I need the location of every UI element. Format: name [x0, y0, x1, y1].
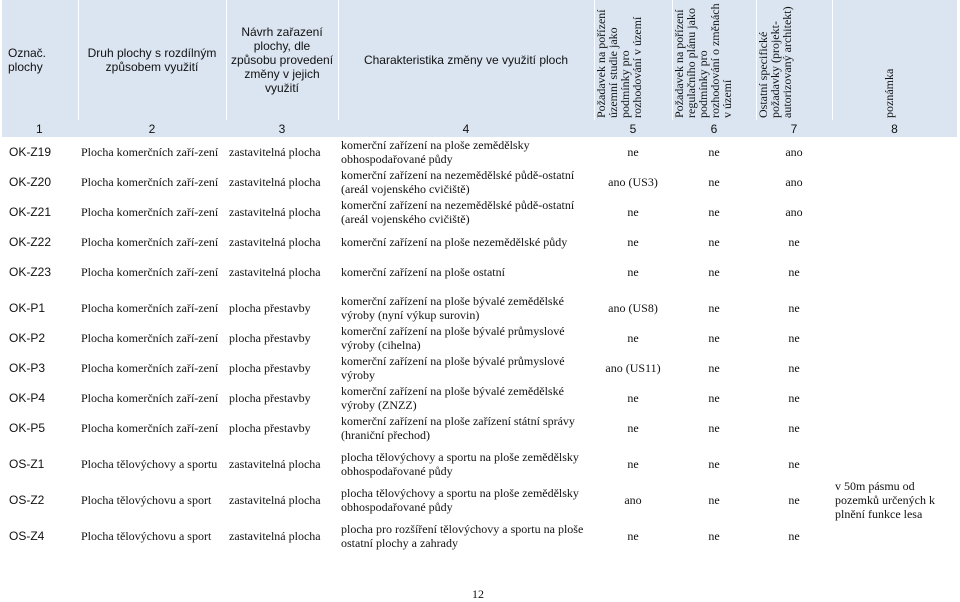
plot-kind: Plocha komerčních zaří-zení: [81, 205, 219, 219]
regulation-plan-value: ne: [708, 331, 720, 345]
plot-kind: Plocha komerčních zaří-zení: [81, 361, 219, 375]
other-requirement-value: ne: [788, 265, 800, 279]
plot-kind: Plocha komerčních zaří-zení: [81, 235, 219, 249]
row-note: [832, 353, 957, 383]
change-description: komerční zařízení na ploše ostatní: [341, 265, 505, 279]
change-description: plocha tělovýchovy a sportu na ploše zemědělsky obhospodařované půdy: [341, 486, 579, 514]
study-requirement-value: ne: [627, 391, 639, 405]
study-requirement-value: ne: [627, 331, 639, 345]
study-requirement-value: ano (US11): [605, 361, 661, 375]
row-note: [832, 383, 957, 413]
table-row: [2, 413, 957, 443]
header-proposal: Návrh zařazení plochy, dle způsobu provedení změny v jejich využití: [226, 0, 338, 120]
row-note: [832, 413, 957, 443]
plot-code: OS-Z4: [9, 529, 45, 543]
plot-code: OK-P1: [9, 301, 46, 315]
column-number: 4: [338, 120, 594, 137]
regulation-plan-value: ne: [708, 205, 720, 219]
column-number: 7: [756, 120, 832, 137]
other-requirement-value: ano: [785, 145, 803, 159]
table-row: [2, 479, 957, 521]
zoning-table: [2, 0, 958, 551]
header-regulation-plan: [672, 0, 756, 120]
regulation-plan-value: ne: [708, 235, 720, 249]
change-description: komerční zařízení na ploše zemědělsky obhospodařované půdy: [341, 138, 530, 166]
plot-kind: Plocha tělovýchovy a sportu: [81, 457, 218, 471]
row-note: [832, 137, 957, 167]
plot-code: OK-Z22: [9, 235, 52, 249]
regulation-plan-value: ne: [708, 529, 720, 543]
table-row: [2, 449, 957, 479]
header-note-text: poznámka: [881, 68, 896, 118]
change-description: komerční zařízení na nezemědělské půdě-ostatní (areál vojenského cvičiště): [341, 168, 575, 196]
study-requirement-value: ne: [627, 205, 639, 219]
regulation-plan-value: ne: [708, 493, 720, 507]
row-note: [832, 521, 957, 551]
table-row: [2, 197, 957, 227]
plot-proposal: plocha přestavby: [229, 301, 311, 315]
row-note: [832, 449, 957, 479]
plot-proposal: zastavitelná plocha: [229, 205, 321, 219]
plot-code: OK-Z20: [9, 175, 52, 189]
column-number: 2: [78, 120, 226, 137]
row-note: v 50m pásmu od pozemků určených k plnění funkce lesa: [835, 479, 935, 521]
plot-kind: Plocha tělovýchovu a sport: [81, 529, 212, 543]
plot-kind: Plocha tělovýchovu a sport: [81, 493, 212, 507]
row-note: [832, 323, 957, 353]
plot-code: OS-Z1: [9, 457, 45, 471]
regulation-plan-value: ne: [708, 391, 720, 405]
plot-proposal: plocha přestavby: [229, 331, 311, 345]
header-note: [832, 0, 957, 120]
study-requirement-value: ano (US8): [608, 301, 658, 315]
regulation-plan-value: ne: [708, 145, 720, 159]
change-description: plocha tělovýchovy a sportu na ploše zemědělsky obhospodařované půdy: [341, 450, 579, 478]
plot-proposal: plocha přestavby: [229, 361, 311, 375]
study-requirement-value: ano: [624, 493, 642, 507]
other-requirement-value: ne: [788, 457, 800, 471]
other-requirement-value: ne: [788, 301, 800, 315]
table-row: [2, 137, 957, 167]
table-row: [2, 227, 957, 257]
plot-proposal: zastavitelná plocha: [229, 235, 321, 249]
other-requirement-value: ne: [788, 235, 800, 249]
header-row: [2, 0, 957, 120]
study-requirement-value: ano (US3): [608, 175, 658, 189]
header-study-requirement-text: Požadavek na pořízení územní studie jako podmínky pro rozhodování v území: [593, 9, 644, 118]
table-row: [2, 353, 957, 383]
plot-proposal: zastavitelná plocha: [229, 529, 321, 543]
change-description: komerční zařízení na ploše zařízení státní správy (hraniční přechod): [341, 414, 575, 442]
study-requirement-value: ne: [627, 421, 639, 435]
row-note: [832, 197, 957, 227]
plot-proposal: zastavitelná plocha: [229, 145, 321, 159]
plot-code: OS-Z2: [9, 493, 45, 507]
plot-proposal: zastavitelná plocha: [229, 457, 321, 471]
header-study-requirement: [594, 0, 672, 120]
change-description: komerční zařízení na ploše bývalé průmyslové výroby (cihelna): [341, 324, 565, 352]
plot-kind: Plocha komerčních zaří-zení: [81, 265, 219, 279]
plot-code: OK-P5: [9, 421, 46, 435]
table-row: [2, 257, 957, 287]
plot-code: OK-Z23: [9, 265, 52, 279]
table-row: [2, 293, 957, 323]
change-description: komerční zařízení na nezemědělské půdě-ostatní (areál vojenského cvičiště): [341, 198, 575, 226]
regulation-plan-value: ne: [708, 457, 720, 471]
other-requirement-value: ne: [788, 331, 800, 345]
header-change-characteristic: Charakteristika změny ve využití ploch: [338, 0, 594, 120]
other-requirement-value: ne: [788, 421, 800, 435]
column-number: 3: [226, 120, 338, 137]
regulation-plan-value: ne: [708, 175, 720, 189]
page-number: 12: [472, 587, 484, 601]
study-requirement-value: ne: [627, 457, 639, 471]
regulation-plan-value: ne: [708, 265, 720, 279]
change-description: komerční zařízení na ploše nezemědělské půdy: [341, 235, 568, 249]
change-description: komerční zařízení na ploše bývalé zemědělské výroby (ZNZZ): [341, 384, 564, 412]
column-number-row: [2, 120, 957, 137]
row-note: [832, 257, 957, 287]
table-row: [2, 323, 957, 353]
plot-code: OK-Z21: [9, 205, 52, 219]
plot-kind: Plocha komerčních zaří-zení: [81, 421, 219, 435]
header-regulation-plan-text: Požadavek na pořízení regulačního plánu jako podmínky pro rozhodování o změnách v území: [671, 3, 734, 118]
plot-kind: Plocha komerčních zaří-zení: [81, 301, 219, 315]
plot-code: OK-P2: [9, 331, 46, 345]
other-requirement-value: ne: [788, 361, 800, 375]
plot-kind: Plocha komerčních zaří-zení: [81, 145, 219, 159]
table-row: [2, 521, 957, 551]
table-body: [2, 137, 957, 551]
table-row: [2, 167, 957, 197]
plot-kind: Plocha komerčních zaří-zení: [81, 391, 219, 405]
plot-kind: Plocha komerčních zaří-zení: [81, 175, 219, 189]
row-note: [832, 227, 957, 257]
header-other-requirements: [756, 0, 832, 120]
change-description: plocha pro rozšíření tělovýchovy a sportu na ploše ostatní plochy a zahrady: [341, 522, 584, 550]
plot-proposal: zastavitelná plocha: [229, 265, 321, 279]
table-row: [2, 383, 957, 413]
other-requirement-value: ne: [788, 529, 800, 543]
plot-code: OK-Z19: [9, 145, 52, 159]
plot-code: OK-P4: [9, 391, 46, 405]
regulation-plan-value: ne: [708, 421, 720, 435]
other-requirement-value: ne: [788, 493, 800, 507]
header-plot-kind: Druh plochy s rozdílným způsobem využití: [78, 0, 226, 120]
other-requirement-value: ano: [785, 175, 803, 189]
plot-proposal: zastavitelná plocha: [229, 493, 321, 507]
study-requirement-value: ne: [627, 529, 639, 543]
plot-proposal: zastavitelná plocha: [229, 175, 321, 189]
plot-code: OK-P3: [9, 361, 46, 375]
column-number: 5: [594, 120, 672, 137]
row-note: [832, 167, 957, 197]
study-requirement-value: ne: [627, 265, 639, 279]
plot-proposal: plocha přestavby: [229, 421, 311, 435]
column-number: 1: [2, 120, 78, 137]
study-requirement-value: ne: [627, 145, 639, 159]
study-requirement-value: ne: [627, 235, 639, 249]
row-note: [832, 293, 957, 323]
regulation-plan-value: ne: [708, 361, 720, 375]
header-plot-code: Označ. plochy: [2, 0, 78, 120]
plot-kind: Plocha komerčních zaří-zení: [81, 331, 219, 345]
change-description: komerční zařízení na ploše bývalé zemědělské výroby (nyní výkup surovin): [341, 294, 564, 322]
regulation-plan-value: ne: [708, 301, 720, 315]
change-description: komerční zařízení na ploše bývalé průmyslové výroby: [341, 354, 565, 382]
column-number: 8: [832, 120, 957, 137]
column-number: 6: [672, 120, 756, 137]
header-other-requirements-text: Ostatní specifické požadavky (projekt-autorizovaný architekt): [755, 6, 794, 118]
other-requirement-value: ne: [788, 391, 800, 405]
plot-proposal: plocha přestavby: [229, 391, 311, 405]
other-requirement-value: ano: [785, 205, 803, 219]
